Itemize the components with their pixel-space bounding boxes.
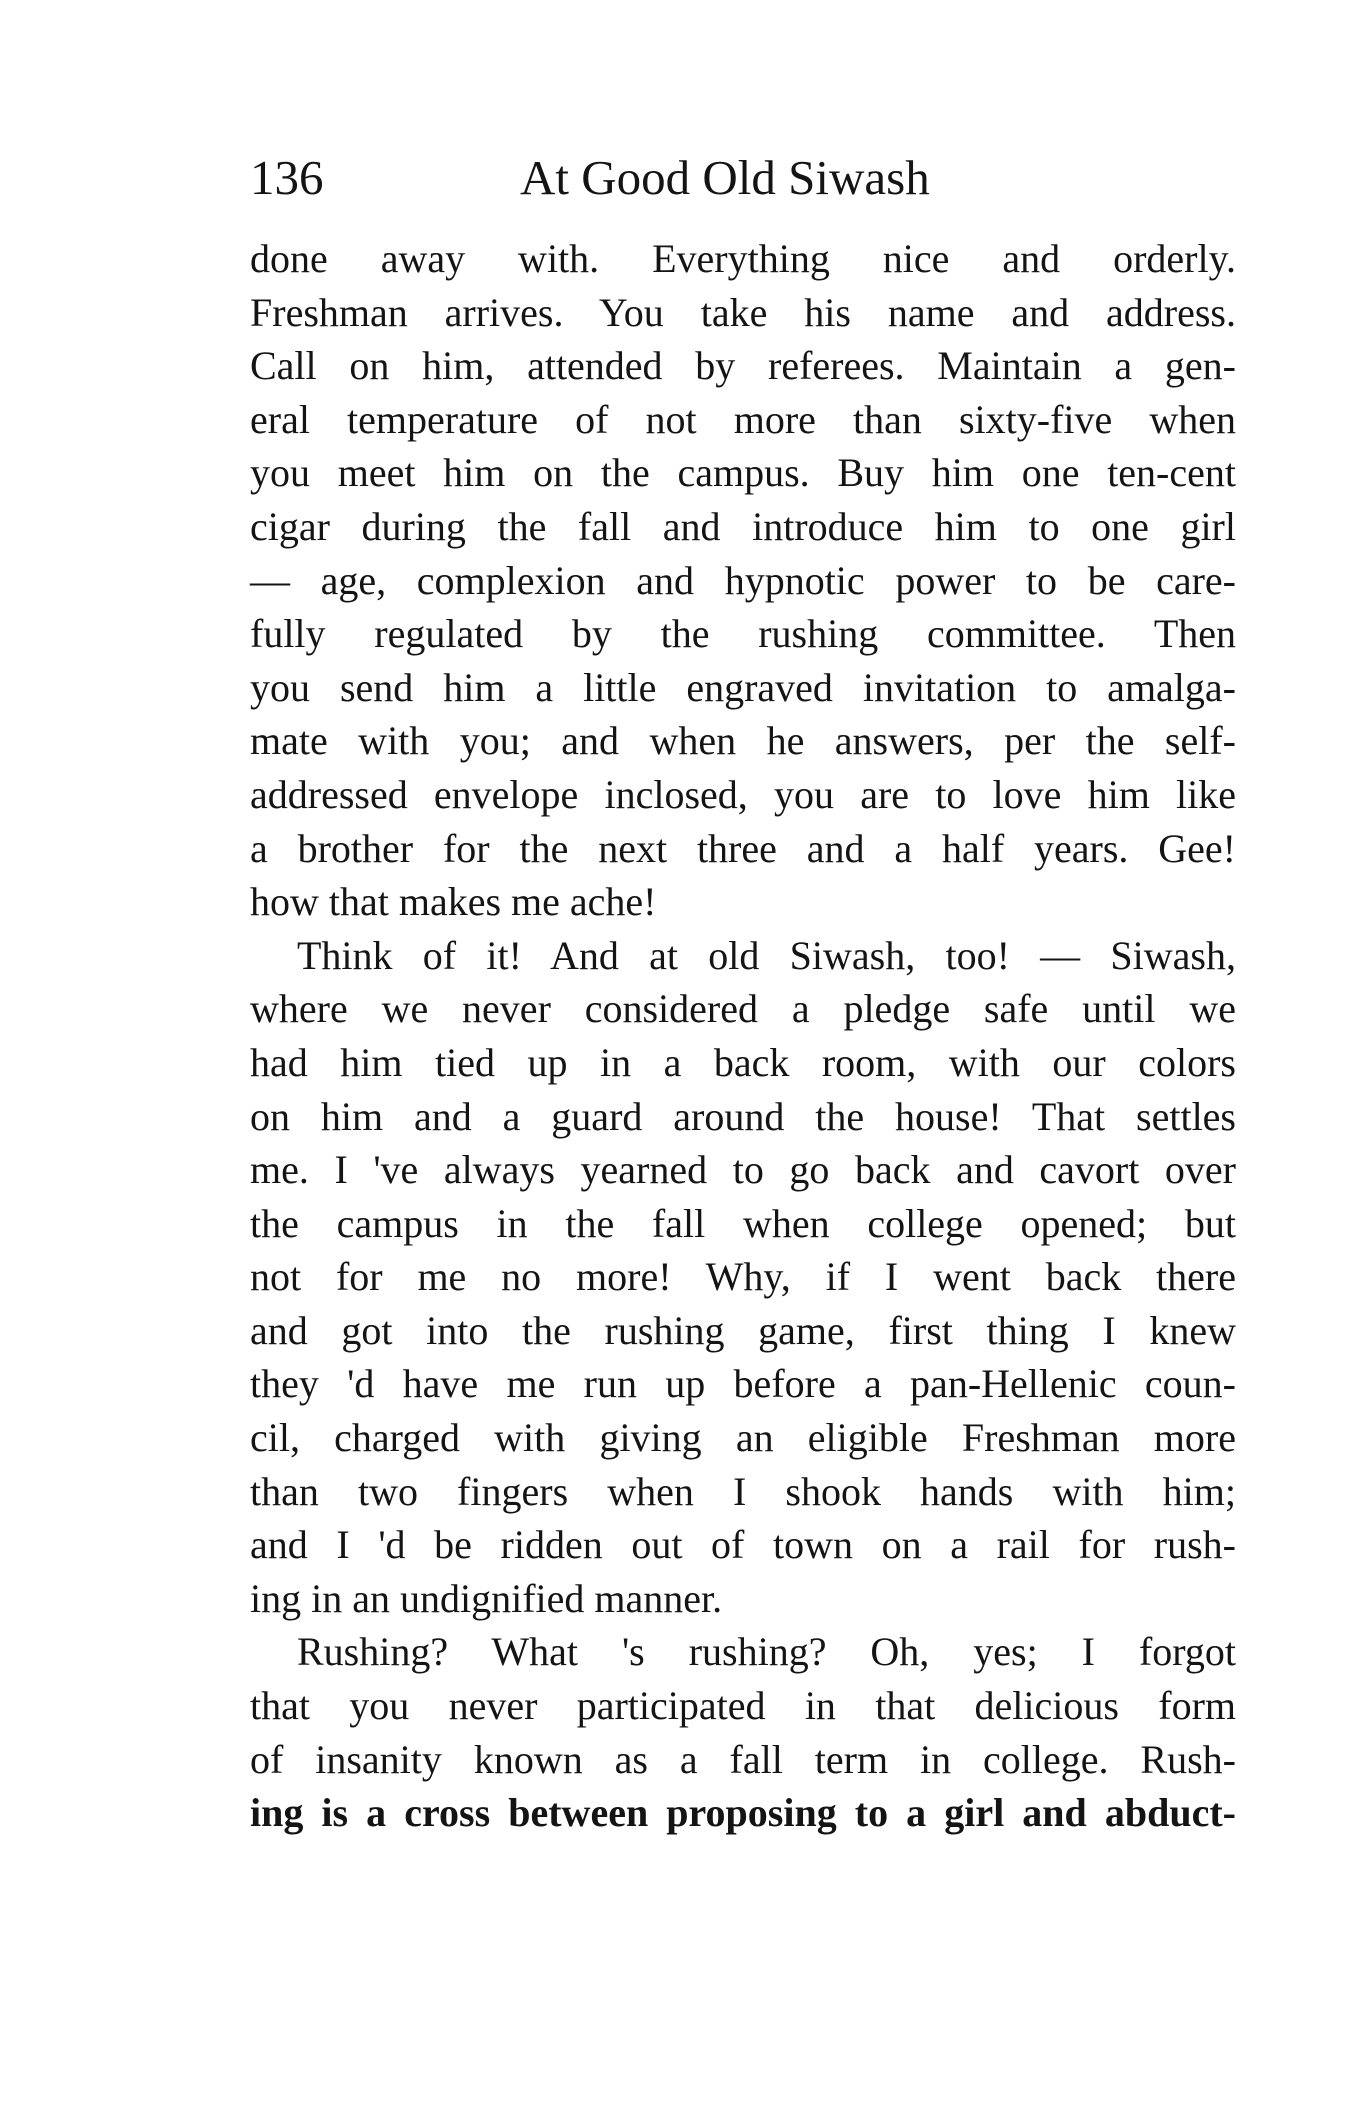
text-line: addressed envelope inclosed, you are to love him like [250,771,1236,817]
text-line: and got into the rushing game, first thing I knew [250,1307,1236,1353]
text-line: and I 'd be ridden out of town on a rail for rush- [250,1522,1236,1568]
text-line: me. I 've always yearned to go back and cavort over [250,1147,1236,1193]
text-line: how that makes me ache! [250,879,657,925]
text-line: cigar during the fall and introduce him to one girl [250,503,1236,549]
text-line: on him and a guard around the house! That settles [250,1093,1236,1139]
text-line: cil, charged with giving an eligible Freshman more [250,1415,1236,1461]
book-title: At Good Old Siwash [520,150,930,205]
text-line: ing in an undignified manner. [250,1575,723,1621]
text-line: where we never considered a pledge safe until we [250,986,1236,1032]
text-line: Freshman arrives. You take his name and address. [250,289,1236,335]
text-line: fully regulated by the rushing committee. Then [250,611,1236,657]
text-line: ing is a cross between proposing to a girl and abduct- [250,1790,1236,1836]
text-line: than two fingers when I shook hands with him; [250,1468,1236,1514]
running-head [250,143,1100,213]
text-line: — age, complexion and hypnotic power to be care- [250,557,1236,603]
text-line: Rushing? What 's rushing? Oh, yes; I forgot [297,1629,1236,1675]
text-line: had him tied up in a back room, with our colors [250,1039,1236,1085]
body-text [250,232,1236,1840]
text-line: a brother for the next three and a half years. Gee! [250,825,1236,871]
text-line: Think of it! And at old Siwash, too! — Siwash, [297,932,1236,978]
text-line: eral temperature of not more than sixty-five when [250,396,1236,442]
text-line: that you never participated in that delicious form [250,1683,1236,1729]
page-number: 136 [250,150,324,205]
text-line: you meet him on the campus. Buy him one ten-cent [250,450,1236,496]
text-line: of insanity known as a fall term in college. Rush- [250,1736,1236,1782]
text-line: mate with you; and when he answers, per the self- [250,718,1236,764]
text-line: they 'd have me run up before a pan-Hellenic coun- [250,1361,1236,1407]
text-line: done away with. Everything nice and orderly. [250,236,1236,281]
text-line: you send him a little engraved invitation to amalga- [250,664,1236,710]
text-line: Call on him, attended by referees. Maintain a gen- [250,343,1236,389]
text-line: the campus in the fall when college opened; but [250,1200,1236,1246]
text-line: not for me no more! Why, if I went back there [250,1254,1236,1300]
